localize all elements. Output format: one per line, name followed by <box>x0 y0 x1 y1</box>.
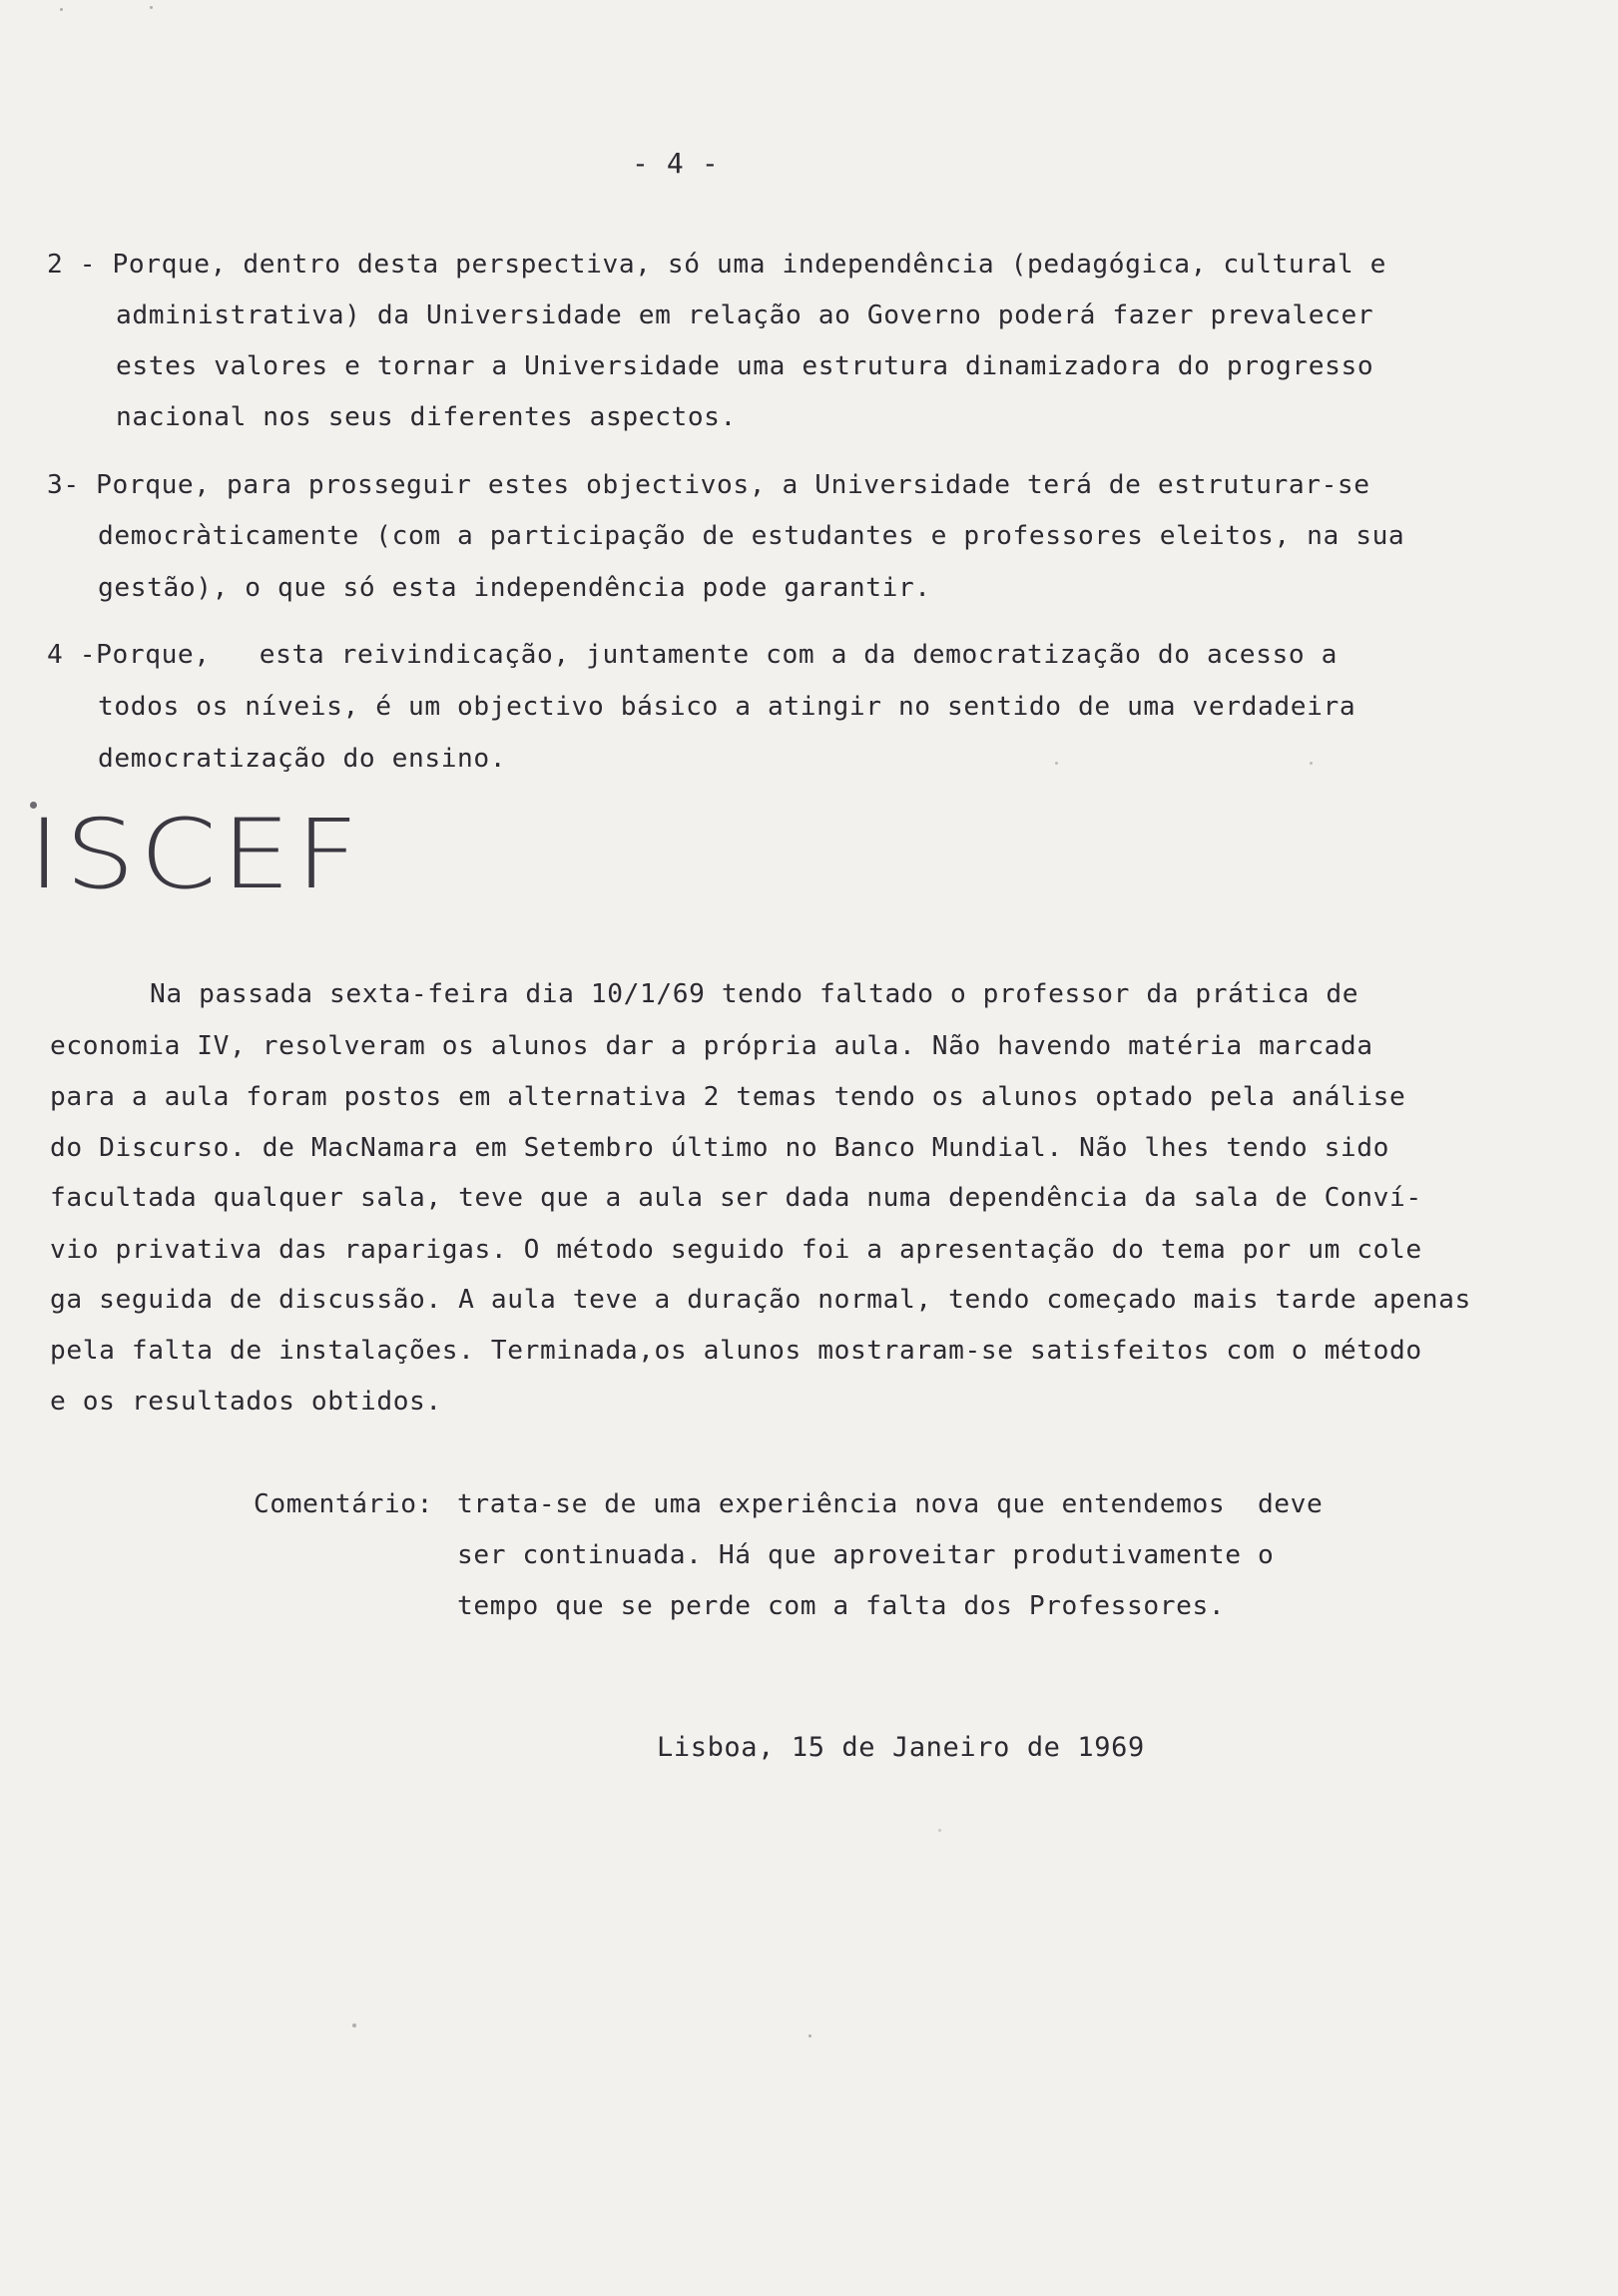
paper-speck <box>60 8 63 11</box>
comment-line: trata-se de uma experiência nova que entendemos deve <box>457 1489 1324 1519</box>
reason-2-line: administrativa) da Universidade em relação ao Governo poderá fazer prevalecer <box>116 300 1374 330</box>
paper-speck <box>352 2023 356 2027</box>
report-line: pela falta de instalações. Terminada,os alunos mostraram-se satisfeitos com o método <box>50 1336 1422 1366</box>
reason-3-line: democràticamente (com a participação de estudantes e professores eleitos, na sua <box>98 521 1405 551</box>
paper-speck <box>1055 762 1058 765</box>
reason-3-line: 3- Porque, para prosseguir estes objectivos, a Universidade terá de estruturar-se <box>47 470 1370 500</box>
section-heading: ISCEF <box>28 799 363 910</box>
reason-4-line: 4 -Porque, esta reivindicação, juntamente com a da democratização do acesso a <box>47 640 1338 670</box>
report-line: ga seguida de discussão. A aula teve a duração normal, tendo começado mais tarde apenas <box>50 1285 1471 1315</box>
report-line: para a aula foram postos em alternativa 2 temas tendo os alunos optado pela análise <box>50 1082 1406 1112</box>
reason-2-line: 2 - Porque, dentro desta perspectiva, só uma independência (pedagógica, cultural e <box>47 250 1387 280</box>
comment-line: ser continuada. Há que aproveitar produtivamente o <box>457 1540 1275 1570</box>
paper-speck <box>809 2034 811 2037</box>
reason-3-line: gestão), o que só esta independência pode garantir. <box>98 573 931 603</box>
place-date: Lisboa, 15 de Janeiro de 1969 <box>657 1732 1145 1763</box>
paper-speck <box>938 1829 941 1832</box>
comment-label: Comentário: <box>254 1489 434 1519</box>
report-line: Na passada sexta-feira dia 10/1/69 tendo faltado o professor da prática de <box>150 979 1359 1009</box>
report-line: facultada qualquer sala, teve que a aula ser dada numa dependência da sala de Conví- <box>50 1183 1422 1213</box>
report-line: e os resultados obtidos. <box>50 1387 442 1417</box>
report-line: economia IV, resolveram os alunos dar a própria aula. Não havendo matéria marcada <box>50 1031 1373 1061</box>
reason-4-line: democratização do ensino. <box>98 744 507 774</box>
paper-speck <box>150 6 153 9</box>
comment-line: tempo que se perde com a falta dos Professores. <box>457 1591 1226 1621</box>
report-line: vio privativa das raparigas. O método seguido foi a apresentação do tema por um cole <box>50 1235 1422 1265</box>
reason-2-line: nacional nos seus diferentes aspectos. <box>116 402 737 432</box>
reason-2-line: estes valores e tornar a Universidade uma estrutura dinamizadora do progresso <box>116 351 1374 381</box>
reason-4-line: todos os níveis, é um objectivo básico a atingir no sentido de uma verdadeira <box>98 692 1356 722</box>
report-line: do Discurso. de MacNamara em Setembro último no Banco Mundial. Não lhes tendo sido <box>50 1133 1390 1163</box>
page-number: - 4 - <box>632 147 720 180</box>
paper-speck <box>1310 762 1313 765</box>
